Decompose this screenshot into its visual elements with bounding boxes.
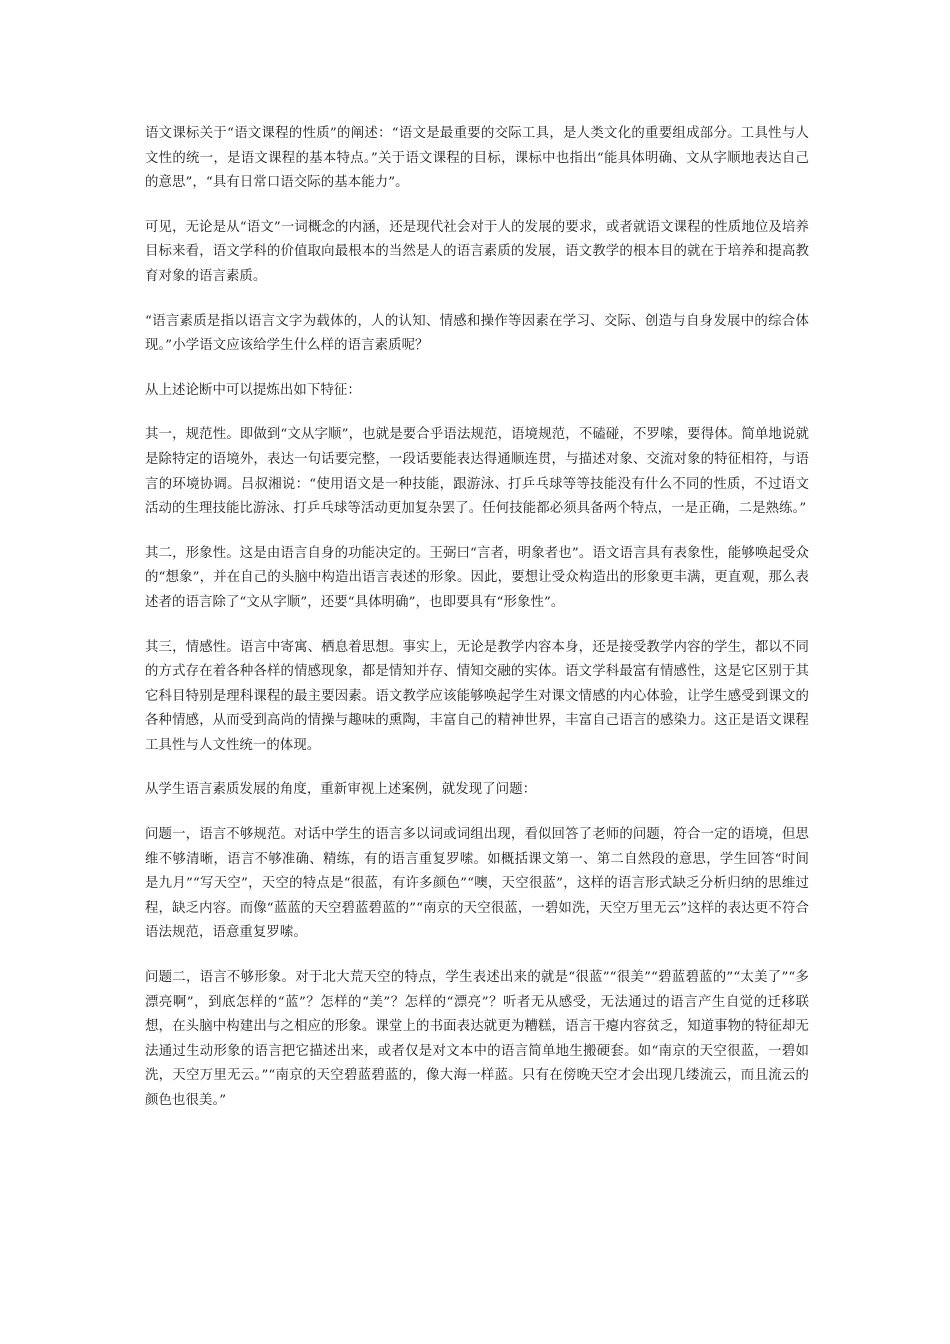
paragraph-language-quality-definition: “语言素质是指以语言文字为载体的，人的认知、情感和操作等因素在学习、交际、创造与自身发展中的综合体现。”小学语文应该给学生什么样的语言素质呢？	[145, 313, 809, 354]
paragraph-feature-normativity: 其一，规范性。即做到“文从字顺”，也就是要合乎语法规范，语境规范，不磕碰，不罗嗦，要得体。简单地说就是除特定的语境外，表达一句话要完整，一段话要能表达得通顺连贯，与描述对象、交流对象的特征相符，与语言的环境协调。吕叔湘说：“使用语文是一种技能，跟游泳、打乒乓球等等技能没有什么不同的性质，不过语文活动的生理技能比游泳、打乒乓球等活动更加复杂罢了。任何技能都必须具备两个特点，一是正确，二是熟练。”	[145, 427, 809, 517]
paragraph-problems-intro: 从学生语言素质发展的角度，重新审视上述案例，就发现了问题：	[145, 782, 537, 798]
paragraph-value-orientation: 可见，无论是从“语文”一词概念的内涵，还是现代社会对于人的发展的要求，或者就语文课程的性质地位及培养目标来看，语文学科的价值取向最根本的当然是人的语言素质的发展，语文教学的根本目的就在于培养和提高教育对象的语言素质。	[145, 219, 809, 284]
paragraph-curriculum-nature: 语文课标关于“语文课程的性质”的阐述：“语文是最重要的交际工具，是人类文化的重要组成部分。工具性与人文性的统一，是语文课程的基本特点。”关于语文课程的目标，课标中也指出“能具体明确、文从字顺地表达自己的意思”，“具有日常口语交际的基本能力”。	[145, 126, 809, 191]
paragraph-feature-imagery: 其二，形象性。这是由语言自身的功能决定的。王弼曰“言者，明象者也”。语文语言具有表象性，能够唤起受众的“想象”，并在自己的头脑中构造出语言表述的形象。因此，要想让受众构造出的形象更丰满，更直观，那么表述者的语言除了“文从字顺”，还要“具体明确”，也即要具有“形象性”。	[145, 545, 809, 610]
paragraph-features-intro: 从上述论断中可以提炼出如下特征：	[145, 382, 361, 398]
paragraph-problem-two: 问题二，语言不够形象。对于北大荒天空的特点，学生表述出来的就是“很蓝”“很美”“碧蓝碧蓝的”“太美了”“多漂亮啊”，到底怎样的“蓝”？怎样的“美”？怎样的“漂亮”？听者无从感受，无法通过的语言产生自觉的迁移联想，在头脑中构建出与之相应的形象。课堂上的书面表达就更为糟糕，语言干瘪内容贫乏，知道事物的特征却无法通过生动形象的语言把它描述出来，或者仅是对文本中的语言简单地生搬硬套。如“南京的天空很蓝，一碧如洗，天空万里无云。”“南京的天空碧蓝碧蓝的，像大海一样蓝。只有在傍晚天空才会出现几缕流云，而且流云的颜色也很美。”	[145, 970, 809, 1108]
paragraph-problem-one: 问题一，语言不够规范。对话中学生的语言多以词或词组出现，看似回答了老师的问题，符合一定的语境，但思维不够清晰，语言不够准确、精练，有的语言重复罗嗦。如概括课文第一、第二自然段的意思，学生回答“时间是九月”“写天空”，天空的特点是“很蓝，有许多颜色”“噢，天空很蓝”，这样的语言形式缺乏分析归纳的思维过程，缺乏内容。而像“蓝蓝的天空碧蓝碧蓝的”“南京的天空很蓝，一碧如洗，天空万里无云”这样的表达更不符合语法规范，语意重复罗嗦。	[145, 827, 809, 941]
paragraph-feature-emotion: 其三，情感性。语言中寄寓、栖息着思想。事实上，无论是教学内容本身，还是接受教学内容的学生，都以不同的方式存在着各种各样的情感现象，都是情知并存、情知交融的实体。语文学科最富有情感性，这是它区别于其它科目特别是理科课程的最主要因素。语文教学应该能够唤起学生对课文情感的内心体验，让学生感受到课文的各种情感，从而受到高尚的情操与趣味的熏陶，丰富自己的精神世界，丰富自己语言的感染力。这正是语文课程工具性与人文性统一的体现。	[145, 639, 809, 753]
document-body	[145, 122, 809, 1134]
